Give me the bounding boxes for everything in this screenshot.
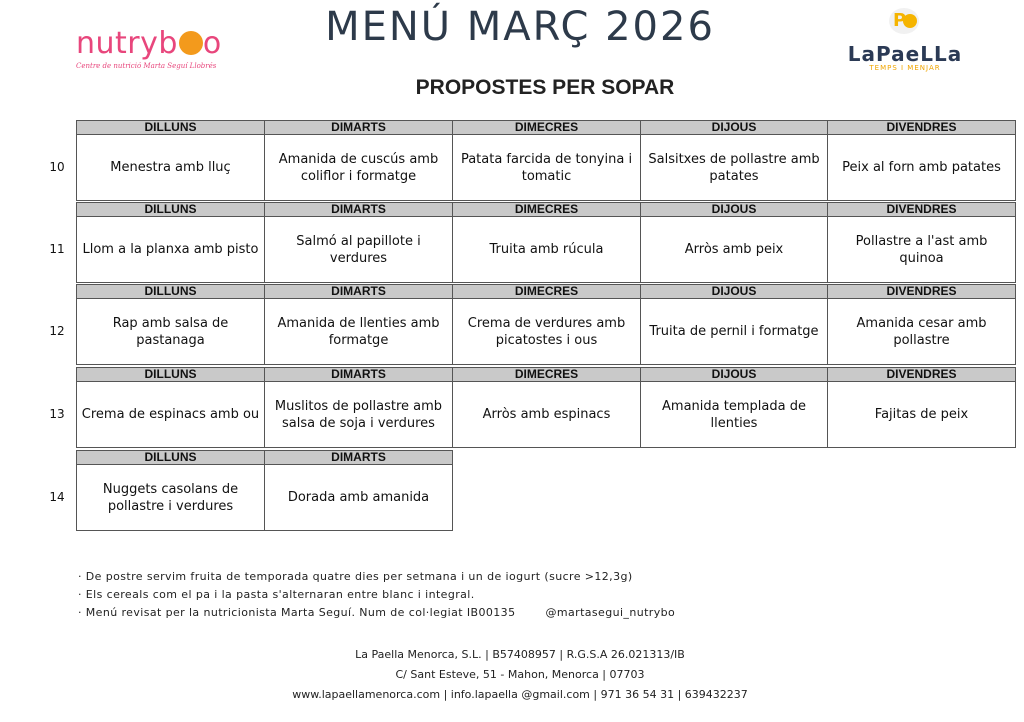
nutrybo-brand-text: nutryb: [76, 26, 178, 61]
day-header: DIVENDRES: [827, 202, 1016, 217]
dish-cell: Llom a la planxa amb pisto: [76, 217, 265, 283]
day-header: DIMARTS: [264, 367, 453, 382]
dish-cell: Amanida de cuscús amb coliflor i formatge: [264, 135, 453, 201]
day-header: DILLUNS: [76, 284, 265, 299]
week-number: 13: [49, 407, 65, 421]
day-header: DIVENDRES: [827, 284, 1016, 299]
day-header: DIMARTS: [264, 284, 453, 299]
dish-cell: Amanida templada de llenties: [640, 382, 828, 448]
footer: [200, 645, 840, 705]
day-header: DIMARTS: [264, 120, 453, 135]
week-number: 12: [49, 324, 65, 338]
page-subtitle: PROPOSTES PER SOPAR: [415, 76, 675, 99]
day-header: DIJOUS: [640, 120, 828, 135]
day-header: DILLUNS: [76, 367, 265, 382]
dish-cell: Truita amb rúcula: [452, 217, 641, 283]
apple-icon: [179, 31, 203, 55]
dish-cell: Salsitxes de pollastre amb patates: [640, 135, 828, 201]
day-header: DIMARTS: [264, 202, 453, 217]
day-header: DILLUNS: [76, 202, 265, 217]
lapaella-tagline: TEMPS I MENJAR: [869, 64, 941, 72]
note-dessert: · De postre servim fruita de temporada quatre dies per setmana i un de iogurt (sucre >12,3g): [78, 570, 633, 583]
dish-cell: Arròs amb espinacs: [452, 382, 641, 448]
day-header: DIMECRES: [452, 284, 641, 299]
footer-contact: www.lapaellamenorca.com | info.lapaella @gmail.com | 971 36 54 31 | 639432237: [292, 688, 748, 701]
day-header: DIMARTS: [264, 450, 453, 465]
day-header: DILLUNS: [76, 120, 265, 135]
week-number: 10: [49, 160, 65, 174]
note-cereals: · Els cereals com el pa i la pasta s'alternaran entre blanc i integral.: [78, 588, 475, 601]
dish-cell: Arròs amb peix: [640, 217, 828, 283]
week-number: 14: [49, 490, 65, 504]
day-header: DIVENDRES: [827, 120, 1016, 135]
dish-cell: Salmó al papillote i verdures: [264, 217, 453, 283]
day-header: DILLUNS: [76, 450, 265, 465]
instagram-handle: @martasegui_nutrybo: [545, 606, 676, 619]
egg-icon: P: [887, 6, 923, 36]
dish-cell: Amanida cesar amb pollastre: [827, 299, 1016, 365]
dish-cell: Menestra amb lluç: [76, 135, 265, 201]
notes: [78, 568, 675, 622]
dish-cell: Muslitos de pollastre amb salsa de soja i verdures: [264, 382, 453, 448]
day-header: DIMECRES: [452, 202, 641, 217]
nutrybo-tagline: Centre de nutrició Marta Seguí Llobrés: [76, 62, 217, 70]
day-header: DIJOUS: [640, 202, 828, 217]
dish-cell: Patata farcida de tonyina i tomatic: [452, 135, 641, 201]
week-number: 11: [49, 242, 65, 256]
day-header: DIMECRES: [452, 367, 641, 382]
day-header: DIVENDRES: [827, 367, 1016, 382]
dish-cell: Rap amb salsa de pastanaga: [76, 299, 265, 365]
dish-cell: Crema de verdures amb picatostes i ous: [452, 299, 641, 365]
day-header: DIMECRES: [452, 120, 641, 135]
dish-cell: Fajitas de peix: [827, 382, 1016, 448]
day-header: DIJOUS: [640, 284, 828, 299]
nutrybo-logo: [76, 28, 226, 78]
dish-cell: Crema de espinacs amb ou: [76, 382, 265, 448]
day-header: DIJOUS: [640, 367, 828, 382]
dish-cell: Truita de pernil i formatge: [640, 299, 828, 365]
dish-cell: Amanida de llenties amb formatge: [264, 299, 453, 365]
lapaella-logo: [840, 6, 970, 78]
dish-cell: Dorada amb amanida: [264, 465, 453, 531]
footer-company: La Paella Menorca, S.L. | B57408957 | R.G.S.A 26.021313/IB: [355, 648, 685, 661]
dish-cell: Pollastre a l'ast amb quinoa: [827, 217, 1016, 283]
page-title: MENÚ MARÇ 2026: [325, 4, 715, 50]
footer-address: C/ Sant Esteve, 51 - Mahon, Menorca | 07703: [395, 668, 645, 681]
note-reviewed: · Menú revisat per la nutricionista Marta Seguí. Num de col·legiat IB00135: [78, 606, 516, 619]
lapaella-name: LaPaeLLa: [847, 42, 963, 66]
dish-cell: Peix al forn amb patates: [827, 135, 1016, 201]
dish-cell: Nuggets casolans de pollastre i verdures: [76, 465, 265, 531]
nutrybo-brand-end: o: [202, 26, 222, 61]
